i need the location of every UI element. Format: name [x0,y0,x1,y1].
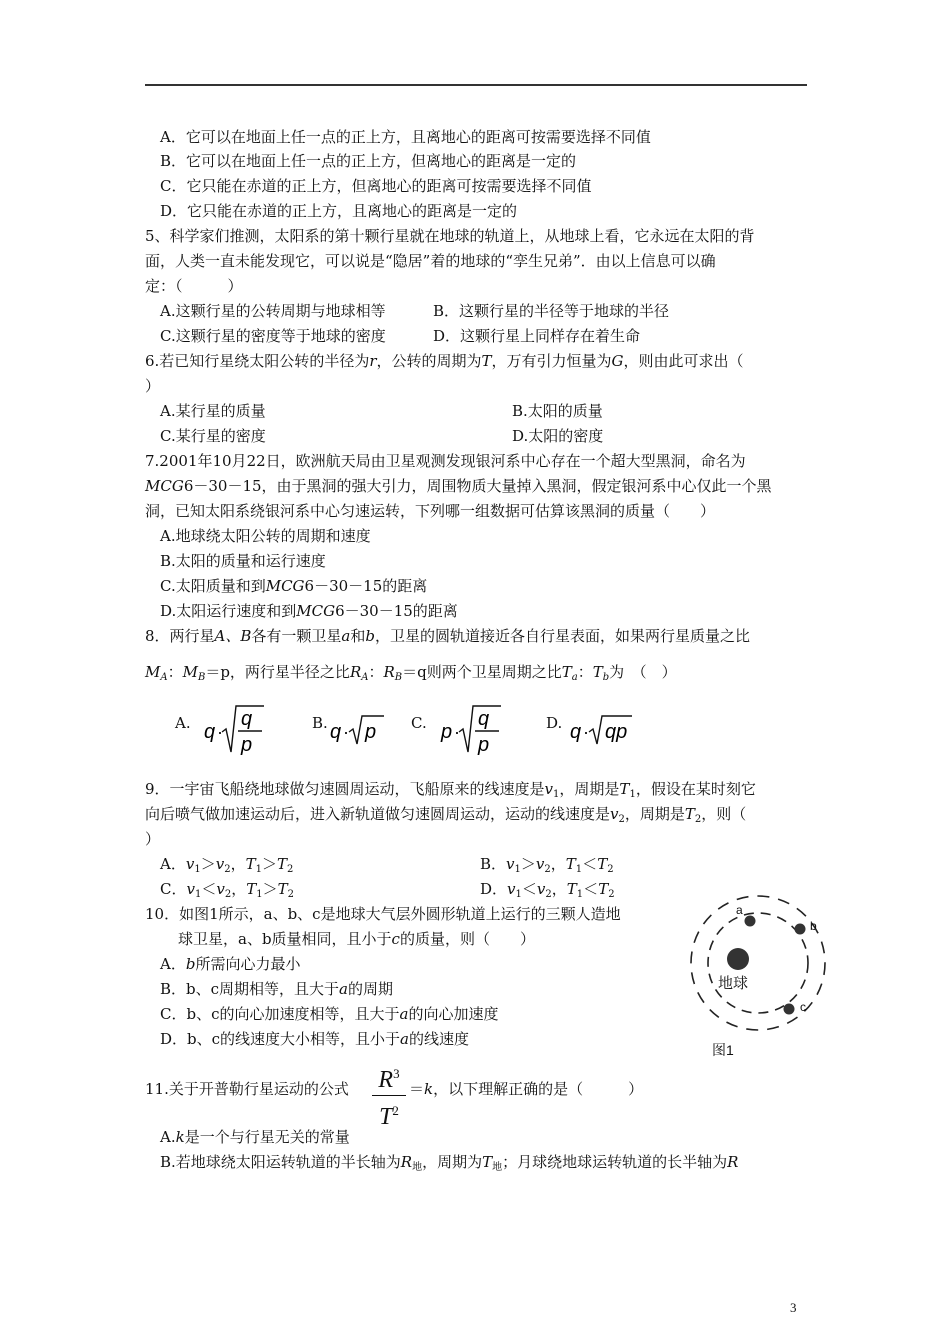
q6-stem-line1: 6.若已知行星绕太阳公转的半径为r，公转的周期为T，万有引力恒量为G，则由此可求出（ [145,352,744,370]
q9-stem-line1: 9．一宇宙飞船绕地球做匀速圆周运动，飞船原来的线速度是$v_1$，周期是$T_1$，假设在某时刻它 [145,780,756,800]
q7-option-c: C.太阳质量和到MCG6－30－15的距离 [160,577,428,595]
q5-option-c: C.这颗行星的密度等于地球的密度 [160,327,386,345]
q6-option-b: B.太阳的质量 [512,402,603,420]
satellite-c [784,1004,795,1015]
q7-option-b: B.太阳的质量和运行速度 [160,552,326,570]
svg-text:q: q [204,721,216,743]
q9-option-a: A．$v_1>v_2$，$T_1>T_2$ [160,855,294,875]
satellite-b-label: b [810,919,817,933]
satellite-a-label: a [736,903,743,917]
page-number: 3 [790,1300,797,1315]
inner-orbit [708,913,808,1013]
q9-stem-line3: ） [145,830,161,848]
q5-stem-line3: 定：（ ） [145,277,243,295]
q6-stem-line2: ） [145,377,161,395]
q5-option-b: B．这颗行星的半径等于地球的半径 [433,302,670,320]
q10-option-a: A．b所需向心力最小 [160,955,301,973]
svg-text:q: q [478,708,490,730]
satellite-a [745,916,756,927]
q11-stem-tail: ＝k，以下理解正确的是（ ） [409,1080,644,1098]
q11-stem: 11.关于开普勒行星运动的公式 [145,1080,349,1098]
q5-stem-line1: 5、科学家们推测，太阳系的第十颗行星就在地球的轨道上，从地球上看，它永远在太阳的背 [145,227,755,245]
kepler-formula: $R^3$ $T^2$ [372,1060,406,1132]
q8-option-a-label: A. [175,714,191,732]
svg-text:p: p [478,734,490,756]
svg-text:·: · [217,722,223,742]
q8-option-d-label: D. [546,714,563,732]
q7-stem-line1: 7.2001年10月22日，欧洲航天局由卫星观测发现银河系中心存在一个超大型黑洞，命名为 [145,452,746,470]
svg-text:·: · [454,722,460,742]
q6-option-d: D.太阳的密度 [512,427,604,445]
q4-option-a: A．它可以在地面上任一点的正上方，且离地心的距离可按需要选择不同值 [160,128,651,146]
q5-stem-line2: 面，人类一直未能发现它，可以说是“隐居”着的地球的“孪生兄弟”．由以上信息可以确 [145,252,716,270]
q8-stem-line1: 8．两行星A、B各有一颗卫星a和b，卫星的圆轨道接近各自行星表面，如果两行星质量之比 [145,627,751,645]
q11-option-a: A.k是一个与行星无关的常量 [160,1128,350,1146]
q4-option-b: B．它可以在地面上任一点的正上方，但离地心的距离是一定的 [160,152,577,170]
earth-label: 地球 [718,975,749,992]
q6-option-c: C.某行星的密度 [160,427,266,445]
q6-option-a: A.某行星的质量 [160,402,266,420]
q8-option-d-formula [566,712,636,748]
q9-option-b: B．$v_1>v_2$，$T_1<T_2$ [480,855,614,875]
q7-stem-line3: 洞，已知太阳系绕银河系中心匀速运转，下列哪一组数据可估算该黑洞的质量（ ） [145,502,716,520]
svg-text:·: · [343,722,349,742]
q10-option-d: D．b、c的线速度大小相等，且小于a的线速度 [160,1030,469,1048]
orbit-figure [690,895,830,1065]
earth-dot [727,948,749,970]
q10-option-b: B．b、c周期相等，且大于a的周期 [160,980,393,998]
svg-text:p: p [365,721,377,743]
q11-option-b: B.若地球绕太阳运转轨道的半长轴为$R_地$，周期为$T_地$；月球绕地球运转轨道的长半轴为R [160,1153,739,1173]
q8-stem-line2: $M_A$：$M_B=p$，两行星半径之比$R_A$：$R_B=q$则两个卫星周期之比$T_a$：$T_b$为 （ ） [145,663,677,683]
satellite-c-label: c [800,1000,806,1014]
q8-option-c-label: C. [411,714,427,732]
q4-option-c: C．它只能在赤道的正上方，但离地心的距离可按需要选择不同值 [160,177,592,195]
svg-text:q: q [570,721,582,743]
q7-stem-line2: MCG6－30－15，由于黑洞的强大引力，周围物质大量掉入黑洞，假定银河系中心仅此一个黑 [145,477,772,495]
q10-stem-line2: 球卫星，a、b质量相同，且小于c的质量，则（ ） [178,930,535,948]
header-rule [145,84,807,86]
q7-option-d: D.太阳运行速度和到MCG6－30－15的距离 [160,602,458,620]
q5-option-a: A.这颗行星的公转周期与地球相等 [160,302,386,320]
q9-stem-line2: 向后喷气做加速运动后，进入新轨道做匀速圆周运动，运动的线速度是$v_2$，周期是$T_2$，则（ [145,805,747,825]
svg-text:q: q [241,708,253,730]
q7-option-a: A.地球绕太阳公转的周期和速度 [160,527,371,545]
svg-text:q: q [330,721,342,743]
q8-option-a-formula [198,700,268,758]
q10-stem-line1: 10．如图1所示，a、b、c是地球大气层外圆形轨道上运行的三颗人造地 [145,905,621,923]
q8-option-c-formula [435,700,505,758]
figure-caption: 图1 [712,1042,734,1058]
q9-option-d: D．$v_1<v_2$，$T_1<T_2$ [480,880,615,900]
satellite-b [795,924,806,935]
q5-option-d: D．这颗行星上同样存在着生命 [433,327,641,345]
q4-option-d: D．它只能在赤道的正上方，且离地心的距离是一定的 [160,202,518,220]
q8-option-b-label: B. [312,714,328,732]
svg-text:p: p [241,734,253,756]
svg-text:·: · [583,722,589,742]
q9-option-c: C．$v_1<v_2$，$T_1>T_2$ [160,880,295,900]
svg-text:qp: qp [605,721,628,743]
q10-option-c: C．b、c的向心加速度相等，且大于a的向心加速度 [160,1005,499,1023]
svg-text:p: p [441,721,453,743]
q8-option-b-formula [326,712,386,748]
